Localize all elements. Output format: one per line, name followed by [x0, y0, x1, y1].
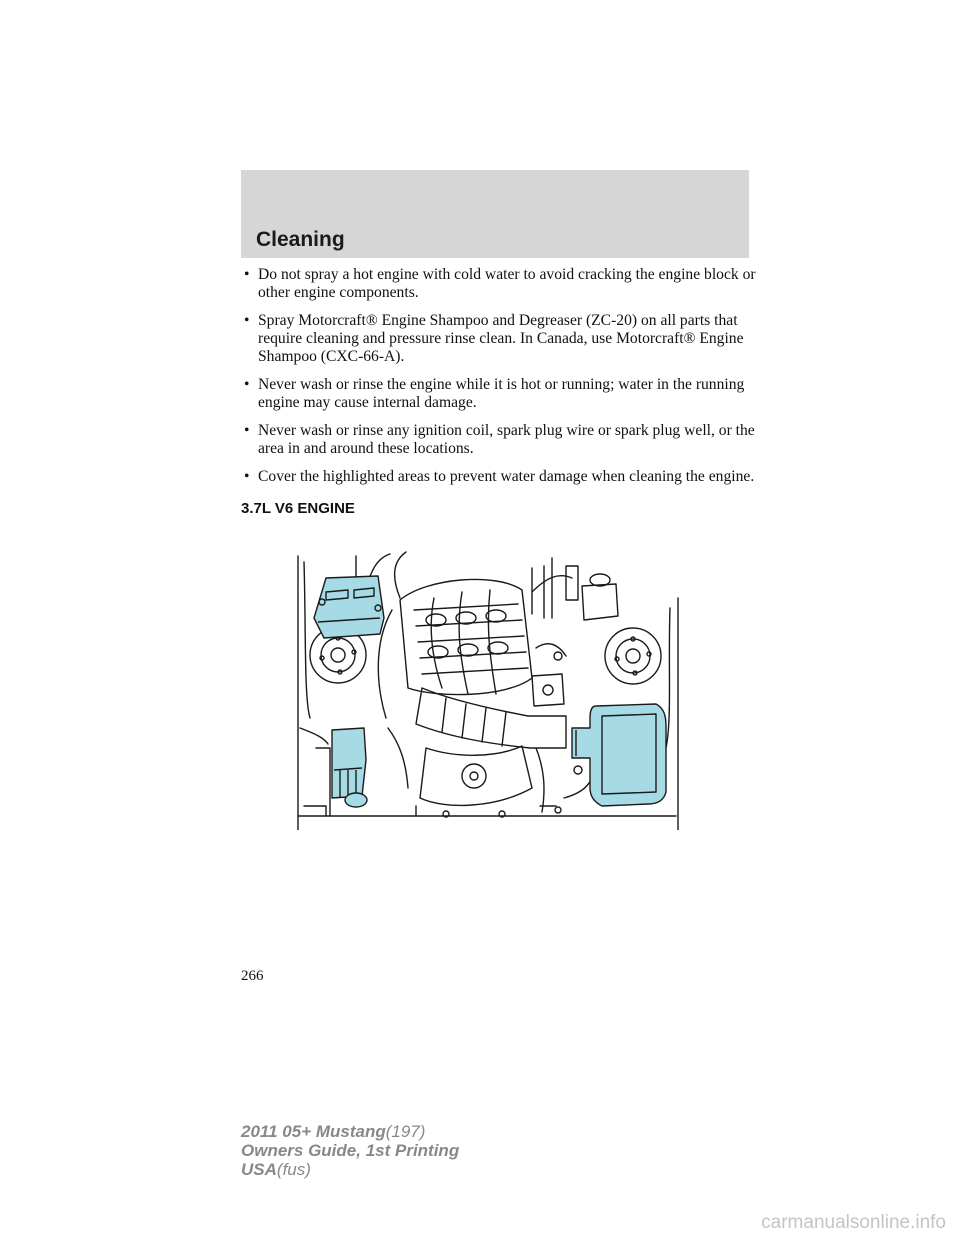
list-item	[241, 376, 761, 412]
bullet-marker: •	[244, 422, 250, 439]
list-item-text: Never wash or rinse any ignition coil, spark plug wire or spark plug well, or the area in and around these locations.	[258, 422, 755, 457]
list-item-text: Spray Motorcraft® Engine Shampoo and Degreaser (ZC-20) on all parts that require cleaning and pressure rinse clean. In Canada, use Motorcraft® Engine Shampoo (CXC-66-A).	[258, 312, 744, 365]
section-title: Cleaning	[256, 228, 345, 251]
footer-model-code: (197)	[385, 1122, 426, 1141]
footer-market-code: (fus)	[276, 1160, 311, 1179]
bullet-marker: •	[244, 312, 250, 329]
footer-model: 2011 05+ Mustang	[241, 1122, 386, 1141]
engine-diagram-heading: 3.7L V6 ENGINE	[241, 500, 355, 517]
list-item	[241, 312, 761, 366]
list-item-text: Cover the highlighted areas to prevent water damage when cleaning the engine.	[258, 468, 755, 485]
list-item	[241, 266, 761, 302]
bullet-marker: •	[244, 376, 250, 393]
list-item	[241, 422, 761, 458]
print-footer	[241, 1122, 459, 1179]
bullet-marker: •	[244, 468, 250, 485]
footer-market: USA	[241, 1160, 277, 1179]
watermark: carmanualsonline.info	[761, 1212, 946, 1233]
page-number: 266	[241, 968, 264, 984]
highlight-area-fuse-box	[314, 576, 384, 638]
list-item-text: Never wash or rinse the engine while it is hot or running; water in the running engine may cause internal damage.	[258, 376, 745, 411]
highlight-area-air-cleaner	[572, 704, 666, 806]
cleaning-instructions-list	[241, 266, 761, 496]
engine-compartment-illustration	[296, 548, 680, 830]
highlight-area-control-module	[332, 728, 366, 798]
bullet-marker: •	[244, 266, 250, 283]
footer-printing: Owners Guide, 1st Printing	[241, 1141, 460, 1160]
list-item-text: Do not spray a hot engine with cold water to avoid cracking the engine block or other engine components.	[258, 266, 756, 301]
list-item	[241, 468, 761, 486]
